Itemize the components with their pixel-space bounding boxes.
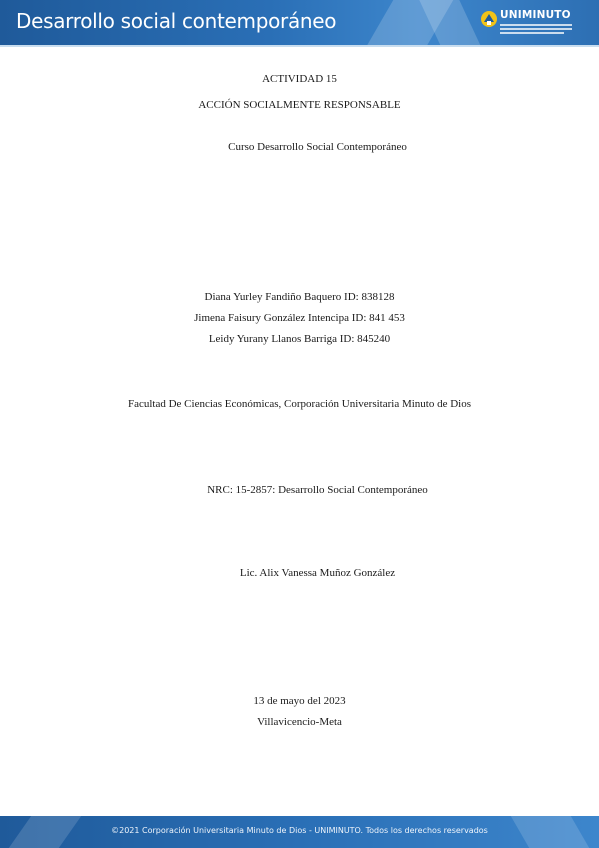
header-banner (0, 0, 599, 46)
logo-tagline-line (500, 32, 564, 34)
logo-text: UNIMINUTO (500, 9, 571, 21)
logo-emblem-icon (480, 10, 498, 28)
activity-number: ACTIVIDAD 15 (262, 73, 337, 85)
date-line: 13 de mayo del 2023 (253, 695, 346, 707)
copyright-notice: ©2021 Corporación Universitaria Minuto de Dios - UNIMINUTO. Todos los derechos reservados (111, 826, 488, 835)
faculty-line: Facultad De Ciencias Económicas, Corporación Universitaria Minuto de Dios (127, 398, 472, 410)
footer-banner (0, 816, 599, 848)
course-name: Curso Desarrollo Social Contemporáneo (228, 141, 407, 153)
header-divider (0, 45, 599, 47)
instructor-line: Lic. Alix Vanessa Muñoz González (239, 567, 396, 579)
logo-tagline-line (500, 24, 572, 26)
uniminuto-logo (480, 8, 580, 38)
author-3: Leidy Yurany Llanos Barriga ID: 845240 (208, 333, 391, 345)
nrc-line: NRC: 15-2857: Desarrollo Social Contemporáneo (207, 484, 428, 496)
activity-title: ACCIÓN SOCIALMENTE RESPONSABLE (198, 99, 401, 111)
place-line: Villavicencio-Meta (257, 716, 342, 728)
logo-tagline-line (500, 28, 572, 30)
author-2: Jimena Faisury González Intencipa ID: 841 453 (194, 312, 405, 324)
author-1: Diana Yurley Fandiño Baquero ID: 838128 (204, 291, 395, 303)
header-title: Desarrollo social contemporáneo (16, 9, 337, 33)
